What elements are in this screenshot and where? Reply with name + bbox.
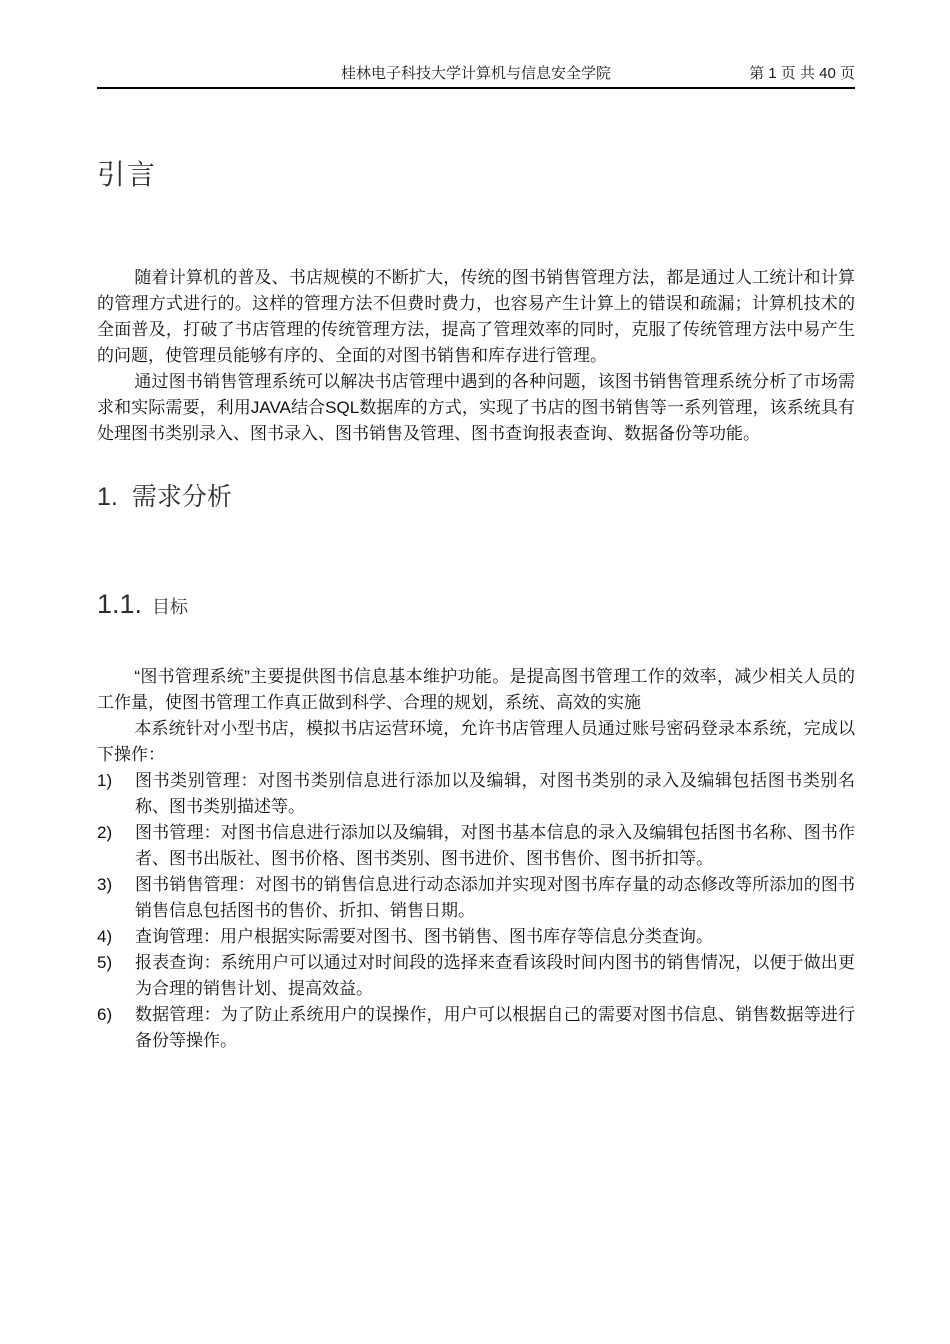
header-rule — [97, 87, 855, 89]
list-item — [97, 768, 855, 820]
list-item-number: 5) — [97, 953, 113, 972]
header-page-indicator: 第 1 页 共 40 页 — [749, 65, 855, 82]
doc-title-introduction: 引言 — [97, 159, 158, 190]
section-1-1-heading — [97, 589, 855, 620]
section-1-title: 需求分析 — [131, 483, 232, 511]
list-item-number: 2) — [97, 823, 113, 842]
section-1-heading — [97, 477, 855, 513]
goal-paragraph-2: 本系统针对小型书店，模拟书店运营环境，允许书店管理人员通过账号密码登录本系统，完成以下操作： — [97, 719, 855, 764]
list-item-text: 图书类别管理：对图书类别信息进行添加以及编辑，对图书类别的录入及编辑包括图书类别名称、图书类别描述等。 — [135, 771, 855, 816]
list-item — [97, 872, 855, 924]
list-item-text: 图书销售管理：对图书的销售信息进行动态添加并实现对图书库存量的动态修改等所添加的图书销售信息包括图书的售价、折扣、销售日期。 — [135, 875, 855, 920]
list-item-number: 6) — [97, 1005, 113, 1024]
list-item — [97, 924, 855, 950]
intro-paragraph-1: 随着计算机的普及、书店规模的不断扩大，传统的图书销售管理方法，都是通过人工统计和计算的管理方式进行的。这样的管理方法不但费时费力，也容易产生计算上的错误和疏漏；计算机技术的全面普及，打破了书店管理的传统管理方法，提高了管理效率的同时，克服了传统管理方法中易产生的问题，使管理员能够有序的、全面的对图书销售和库存进行管理。 — [97, 268, 855, 365]
list-item-text: 图书管理：对图书信息进行添加以及编辑，对图书基本信息的录入及编辑包括图书名称、图书作者、图书出版社、图书价格、图书类别、图书进价、图书售价、图书折扣等。 — [135, 823, 855, 868]
list-item-text: 报表查询：系统用户可以通过对时间段的选择来查看该段时间内图书的销售情况，以便于做出更为合理的销售计划、提高效益。 — [135, 953, 855, 998]
page-header — [97, 62, 855, 83]
list-item-text: 查询管理：用户根据实际需要对图书、图书销售、图书库存等信息分类查询。 — [135, 927, 713, 946]
list-item — [97, 820, 855, 872]
section-1-1-title: 目标 — [152, 597, 189, 617]
list-item — [97, 950, 855, 1002]
header-school-name: 桂林电子科技大学计算机与信息安全学院 — [340, 65, 612, 82]
list-item — [97, 1002, 855, 1054]
operations-list — [97, 768, 855, 1054]
list-item-number: 3) — [97, 875, 113, 894]
list-item-text: 数据管理：为了防止系统用户的误操作，用户可以根据自己的需要对图书信息、销售数据等进行备份等操作。 — [135, 1005, 855, 1050]
list-item-number: 4) — [97, 927, 113, 946]
goal-paragraph-1: “图书管理系统”主要提供图书信息基本维护功能。是提高图书管理工作的效率，减少相关人员的工作量，使图书管理工作真正做到科学、合理的规划，系统、高效的实施 — [97, 667, 855, 712]
section-1-number: 1. — [97, 483, 118, 511]
intro-paragraph-2: 通过图书销售管理系统可以解决书店管理中遇到的各种问题，该图书销售管理系统分析了市场需求和实际需要，利用JAVA结合SQL数据库的方式，实现了书店的图书销售等一系列管理，该系统具有处理图书类别录入、图书录入、图书销售及管理、图书查询报表查询、数据备份等功能。 — [97, 372, 855, 443]
section-1-1-number: 1.1. — [97, 589, 143, 619]
list-item-number: 1) — [97, 771, 113, 790]
